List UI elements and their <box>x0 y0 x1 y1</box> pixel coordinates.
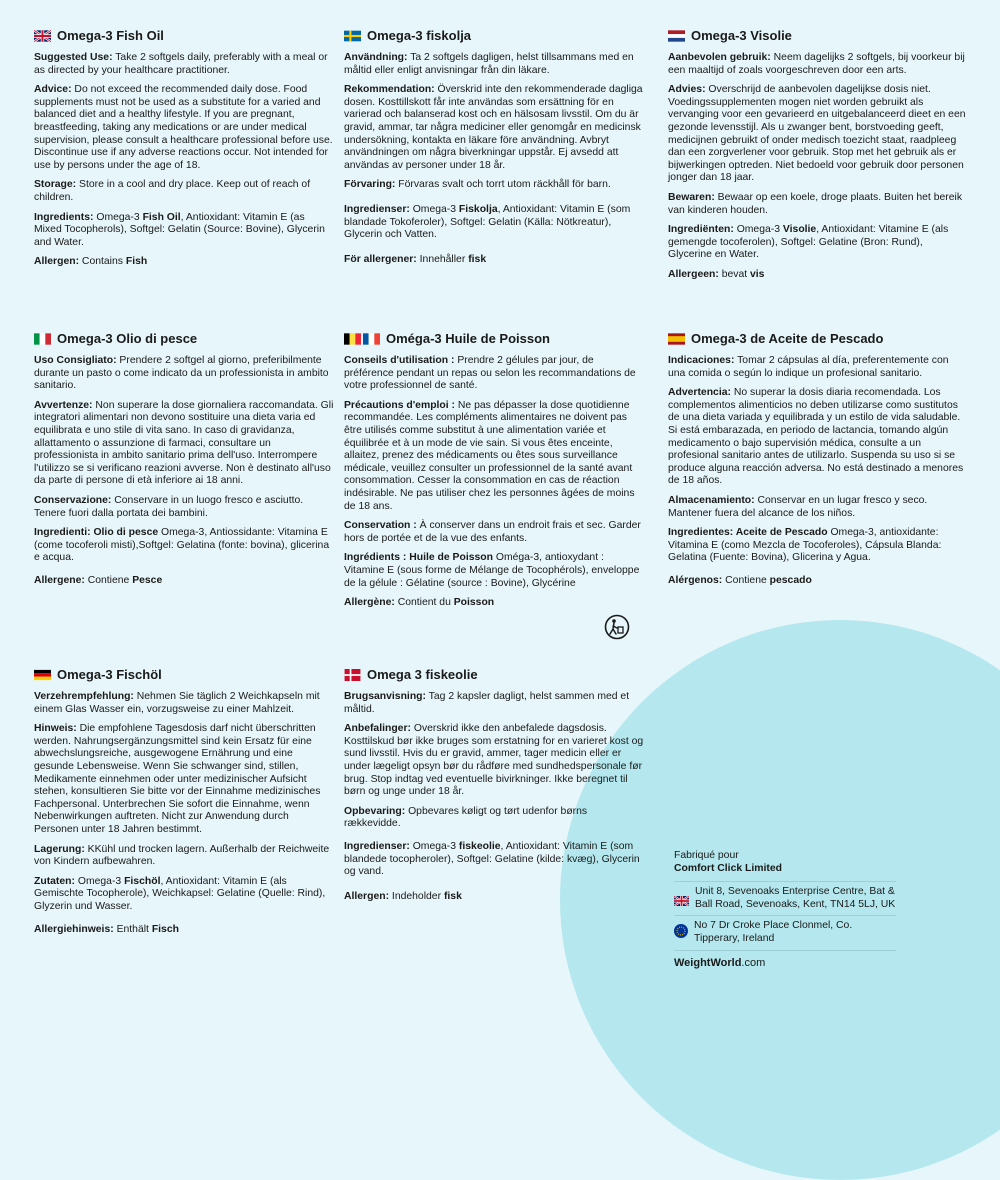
ingredients: Ingrediënten: Omega-3 Visolie, Antioxidant: Vitamine E (als gemengde tocoferolen), Softgel: Gelatine (Bron: Rund), Glycerine en Water. <box>668 224 949 261</box>
section-german <box>34 667 334 943</box>
advice: Hinweis: Die empfohlene Tagesdosis darf nicht überschritten werden. Nahrungsergänzungsmittel sind kein Ersatz für eine abwechslungsreiche, ausgewogene Ernährung und eine gesunde Lebensweise. Wenn Sie schwanger sind, stillen, Medikamente einnehmen oder unter medizinischer Aufsicht stehen, konsultieren Sie bitte vor der Einnahme medizinisches Fachpersonal. Unterbrechen Sie sofort die Einnahme, wenn Nebenwirkungen auftreten. Nicht zur Anwendung durch Personen unter 18 Jahren bestimmt. <box>34 723 321 835</box>
storage: Almacenamiento: Conservar en un lugar fresco y seco. Mantener fuera del alcance de los niños. <box>668 494 928 519</box>
storage: Conservation : À conserver dans un endroit frais et sec. Garder hors de portée et de la vue des enfants. <box>344 520 641 544</box>
storage: Bewaren: Bewaar op een koele, droge plaats. Buiten het bereik van kinderen houden. <box>668 191 963 216</box>
allergen: Allergeen: bevat vis <box>668 268 765 280</box>
allergen: Allergiehinweis: Enthält Fisch <box>34 923 179 935</box>
advice: Rekommendation: Överskrid inte den rekommenderade dagliga dosen. Kosttillskott får inte användas som ersättning för en varierad och balanserad kost och en hälsosam livsstil. Om du är gravid, ammar, tar några mediciner eller genomgår en medicinsk undersökning, kontakta en läkare före användning. Avbryt användningen om några biverkningar uppstår. Ej avsedd att användas av personer under 18 år. <box>344 84 643 171</box>
allergen: Allergène: Contient du Poisson <box>344 597 495 609</box>
advice: Anbefalinger: Overskrid ikke den anbefalede dagsdosis. Kosttilskud bør ikke bruges som erstatning for en varieret kost og sund livsstil. Hvis du er gravid, ammer, tager medicin eller er under lægeligt opsyn bør du rådføre med sundhedspersonale før brug. Stop indtag ved eventuelle bivirkninger. Ikke beregnet til børn og unge under 18 år. <box>344 723 644 798</box>
section-dutch <box>668 28 968 289</box>
section-french <box>344 331 644 617</box>
ingredients: Zutaten: Omega-3 Fischöl, Antioxidant: Vitamin E (als Gemischte Tocopherole), Weichkapsel: Gelatine (Quelle: Rind), Glyzerin und Wasser. <box>34 875 326 912</box>
italy-flag-icon <box>34 333 51 345</box>
section-title: Omega 3 fiskeolie <box>344 667 644 683</box>
suggested-use: Aanbevolen gebruik: Neem dagelijks 2 softgels, bij voorkeur bij een maaltijd of zoals voorgeschreven door een arts. <box>668 52 965 76</box>
allergen: Allergen: Contains Fish <box>34 256 148 268</box>
allergen: Allergene: Contiene Pesce <box>34 574 163 586</box>
uk-flag-icon <box>674 896 689 906</box>
uk-flag-icon <box>34 30 51 42</box>
allergen: För allergener: Innehåller fisk <box>344 253 487 265</box>
sweden-flag-icon <box>344 30 361 42</box>
storage: Storage: Store in a cool and dry place. Keep out of reach of children. <box>34 179 311 203</box>
uk-address: Unit 8, Sevenoaks Enterprise Centre, Bat & Ball Road, Sevenoaks, Kent, TN14 5LJ, UK <box>695 886 896 910</box>
suggested-use: Uso Consigliato: Prendere 2 softgel al giorno, preferibilmente durante un pasto o come indicato da un professionista in ambito sanitario. <box>34 355 329 392</box>
ingredients: Ingredienser: Omega-3 Fiskolja, Antioxidant: Vitamin E (som blandade Tokoferoler), Softgel: Gelatin (Källa: Nötkreatur), Glycerin och Vatten. <box>344 203 631 241</box>
netherlands-flag-icon <box>668 30 685 42</box>
storage: Opbevaring: Opbevares køligt og tørt udenfor børns rækkevidde. <box>344 805 588 830</box>
storage: Conservazione: Conservare in un luogo fresco e asciutto. Tenere fuori dalla portata dei bambini. <box>34 494 304 519</box>
section-title: Oméga-3 Huile de Poisson <box>344 331 644 347</box>
suggested-use: Verzehrempfehlung: Nehmen Sie täglich 2 Weichkapseln mit einem Glas Wasser ein, vorzugsweise zu einer Mahlzeit. <box>34 691 320 715</box>
section-title: Omega-3 Fischöl <box>34 667 334 683</box>
section-italian <box>34 331 334 595</box>
section-title: Omega-3 Fish Oil <box>34 28 334 44</box>
ingredients: Ingredientes: Aceite de Pescado Omega-3, antioxidante: Vitamina E (como Mezcla de Tocoferoles), Cápsula Blanda: Gelatina (Fuente: Bovina), Glicerina y Agua. <box>668 527 942 564</box>
manufacturer-info <box>674 850 896 969</box>
germany-flag-icon <box>34 669 51 681</box>
ingredients: Ingredienti: Olio di pesce Omega-3, Antiossidante: Vitamina E (come tocoferoli misti),Softgel: Gelatina (fonte: bovina), glicerina e acqua. <box>34 527 330 564</box>
section-title: Omega-3 fiskolja <box>344 28 644 44</box>
storage: Förvaring: Förvaras svalt och torrt utom räckhåll för barn. <box>344 179 611 191</box>
brand-website: WeightWorld.com <box>674 950 896 970</box>
suggested-use: Brugsanvisning: Tag 2 kapsler dagligt, helst sammen med et måltid. <box>344 691 630 715</box>
recycling-person-icon <box>604 614 630 640</box>
company-name: Comfort Click Limited <box>674 862 782 874</box>
advice: Précautions d'emploi : Ne pas dépasser la dose quotidienne recommandée. Les compléments alimentaires ne doivent pas être utilisés comme substitut à une alimentation variée et équilibrée et à un mode de vie sain. Si vous êtes enceinte, allaitez, prenez des médicaments ou êtes sous surveillance médicale, veuillez consulter un professionnel de la santé avant consommation. Cesser la consommation en cas de réaction indésirable. Ne pas utiliser chez les personnes âgées de moins de 18 ans. <box>344 399 635 512</box>
section-swedish <box>344 28 644 273</box>
advice: Advies: Overschrijd de aanbevolen dagelijkse dosis niet. Voedingssupplementen mogen niet worden gebruikt als vervanging voor een gevarieerd en uitgebalanceerd dieet en een gezonde levensstijl. Als u zwanger bent, borstvoeding geeft, medicijnen gebruikt of onder medisch toezicht staat, raadpleeg dan een zorgverlener voor gebruik. Stop met het gebruik als er bijwerkingen optreden. Niet bedoeld voor gebruik door personen jonger dan 18 jaar. <box>668 84 966 184</box>
spain-flag-icon <box>668 333 685 345</box>
advice: Avvertenze: Non superare la dose giornaliera raccomandata. Gli integratori alimentari non devono sostituire una dieta varia ed equilibrata e uno stile di vita sano. In caso di gravidanza, allattamento o assunzione di farmaci, consultare un professionista in ambito sanitario prima dell'uso. Interrompere l'utilizzo se si verificano reazioni avverse. Non è destinato all'uso da parte di persone di età inferiore ai 18 anni. <box>34 399 334 487</box>
denmark-flag-icon <box>344 669 361 681</box>
section-title: Omega-3 Visolie <box>668 28 968 44</box>
advice: Advice: Do not exceed the recommended daily dose. Food supplements must not be used as a substitute for a varied and balanced diet and a healthy lifestyle. If you are pregnant, breastfeeding, taking any medications or are under medical supervision, please consult a healthcare professional before use. Discontinue use if any adverse reactions occur. Not intended for use by persons under the age of 18. <box>34 84 333 171</box>
suggested-use: Suggested Use: Take 2 softgels daily, preferably with a meal or as directed by your healthcare practitioner. <box>34 52 328 76</box>
ie-address: No 7 Dr Croke Place Clonmel, Co. Tipperary, Ireland <box>694 920 853 944</box>
section-spanish <box>668 331 968 595</box>
ingredients: Ingredients: Omega-3 Fish Oil, Antioxidant: Vitamin E (as Mixed Tocopherols), Softgel: Gelatin (Source: Bovine), Glycerin and Water. <box>34 211 325 248</box>
made-for-label: Fabriqué pour <box>674 850 739 861</box>
suggested-use: Användning: Ta 2 softgels dagligen, helst tillsammans med en måltid eller enligt anvisningar från din läkare. <box>344 52 634 76</box>
allergen: Allergen: Indeholder fisk <box>344 890 462 902</box>
uk-address-row <box>674 881 896 915</box>
ie-address-row <box>674 915 896 949</box>
ingredients: Ingredienser: Omega-3 fiskeolie, Antioxidant: Vitamin E (som blandede tocopheroler), Softgel: Gelatine (kilde: kvæg), Glycerin og vand. <box>344 840 640 878</box>
advice: Advertencia: No superar la dosis diaria recomendada. Los complementos alimenticios no deben utilizarse como sustitutos de una dieta variada y equilibrada y un estilo de vida saludable. Si está embarazada, en periodo de lactancia, tomando algún medicamento o bajo supervisión médica, consulte a un profesional sanitario antes de utilizarlo. Suspenda su uso si se produce alguna reacción adversa. No está destinado a menores de 18 años. <box>668 387 964 487</box>
ingredients: Ingrédients : Huile de Poisson Oméga-3, antioxydant : Vitamine E (sous forme de Mélange de Tocophérols), enveloppe de la gélule : Gélatine (source : Bovine), Glycérine <box>344 552 640 589</box>
eu-flag-icon <box>674 924 688 938</box>
section-danish <box>344 667 644 910</box>
allergen: Alérgenos: Contiene pescado <box>668 574 812 586</box>
section-english <box>34 28 334 276</box>
storage: Lagerung: KKühl und trocken lagern. Außerhalb der Reichweite von Kindern aufbewahren. <box>34 843 330 868</box>
section-title: Omega-3 de Aceite de Pescado <box>668 331 968 347</box>
section-title: Omega-3 Olio di pesce <box>34 331 334 347</box>
france-flag-icon <box>363 333 380 345</box>
suggested-use: Indicaciones: Tomar 2 cápsulas al día, preferentemente con una comida o según lo indique un profesional sanitario. <box>668 355 949 379</box>
suggested-use: Conseils d'utilisation : Prendre 2 gélules par jour, de préférence pendant un repas ou selon les recommandations de votre professionnel de santé. <box>344 355 636 392</box>
belgium-flag-icon <box>344 333 361 345</box>
